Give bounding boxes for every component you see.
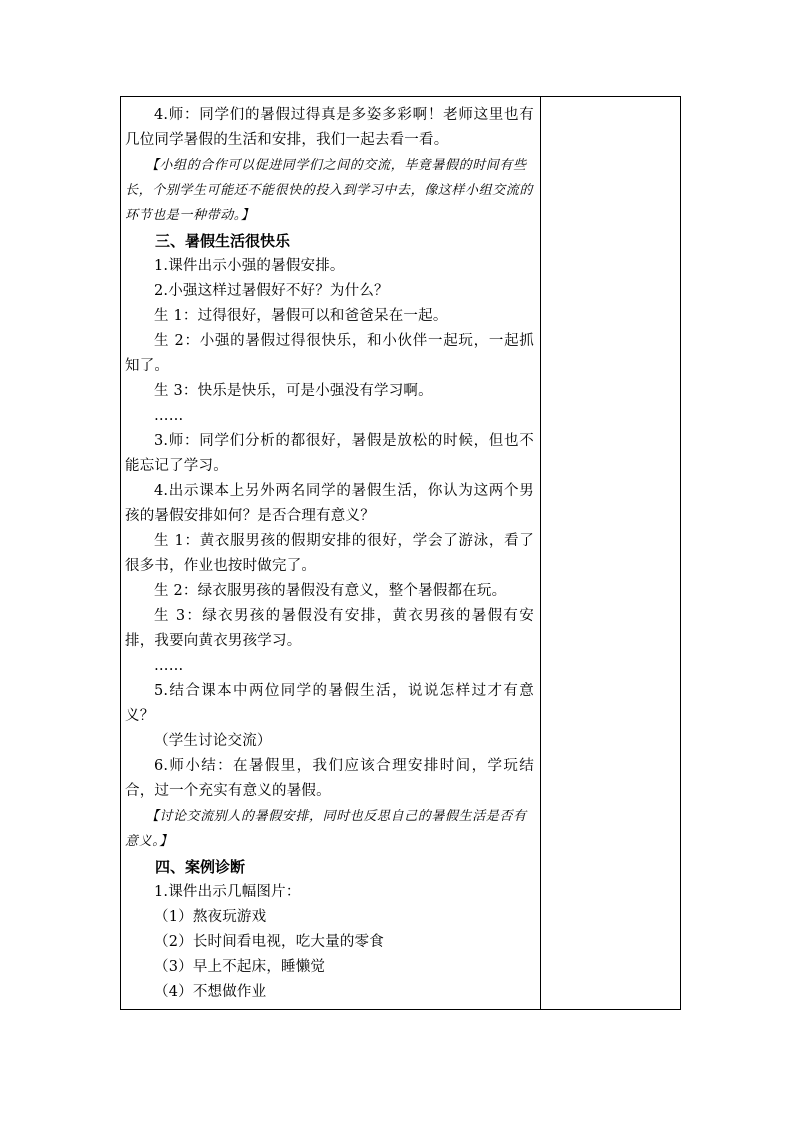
lesson-table	[120, 96, 681, 1010]
design-note: 【小组的合作可以促进同学们之间的交流，毕竟暑假的时间有些长，个别学生可能还不能很快的投入到学习中去，像这样小组交流的环节也是一种带动。】	[125, 158, 534, 223]
paragraph: 生 1：过得很好，暑假可以和爸爸呆在一起。	[154, 308, 448, 324]
paragraph: 1.课件出示小强的暑假安排。	[154, 258, 345, 274]
paragraph: 生 3：绿衣男孩的暑假没有安排，黄衣男孩的暑假有安排，我要向黄衣男孩学习。	[125, 608, 534, 649]
paragraph: 生 2：绿衣服男孩的暑假没有意义，整个暑假都在玩。	[154, 583, 507, 599]
list-item: （1）熬夜玩游戏	[154, 909, 267, 925]
paragraph: 3.师：同学们分析的都很好，暑假是放松的时候，但也不能忘记了学习。	[125, 433, 534, 474]
paragraph: 生 1：黄衣服男孩的假期安排的很好，学会了游泳，看了很多书，作业也按时做完了。	[125, 533, 534, 574]
paragraph: （学生讨论交流）	[154, 733, 272, 749]
paragraph: 4.出示课本上另外两名同学的暑假生活，你认为这两个男孩的暑假安排如何？是否合理有意义？	[125, 483, 534, 524]
notes-column-cell	[541, 97, 680, 1009]
paragraph: 生 3：快乐是快乐，可是小强没有学习啊。	[154, 383, 433, 399]
paragraph: 6.师小结：在暑假里，我们应该合理安排时间，学玩结合，过一个充实有意义的暑假。	[125, 758, 534, 799]
ellipsis: ……	[154, 408, 184, 424]
paragraph: 1.课件出示几幅图片：	[154, 884, 301, 900]
design-note: 【讨论交流别人的暑假安排，同时也反思自己的暑假生活是否有意义。】	[125, 809, 527, 849]
list-item: （3）早上不起床，睡懒觉	[154, 959, 326, 975]
paragraph: 生 2：小强的暑假过得很快乐，和小伙伴一起玩，一起抓知了。	[125, 333, 534, 374]
paragraph: 4.师：同学们的暑假过得真是多姿多彩啊！老师这里也有几位同学暑假的生活和安排，我们一起去看一看。	[125, 107, 534, 148]
paragraph: 2.小强这样过暑假好不好？为什么？	[154, 283, 389, 299]
paragraph: 5.结合课本中两位同学的暑假生活，说说怎样过才有意义？	[125, 683, 534, 724]
list-item: （4）不想做作业	[154, 984, 267, 1000]
list-item: （2）长时间看电视，吃大量的零食	[154, 934, 384, 950]
ellipsis: ……	[154, 658, 184, 674]
section-heading: 三、暑假生活很快乐	[155, 232, 291, 250]
section-heading: 四、案例诊断	[155, 858, 246, 876]
lesson-content-cell	[121, 97, 540, 1005]
